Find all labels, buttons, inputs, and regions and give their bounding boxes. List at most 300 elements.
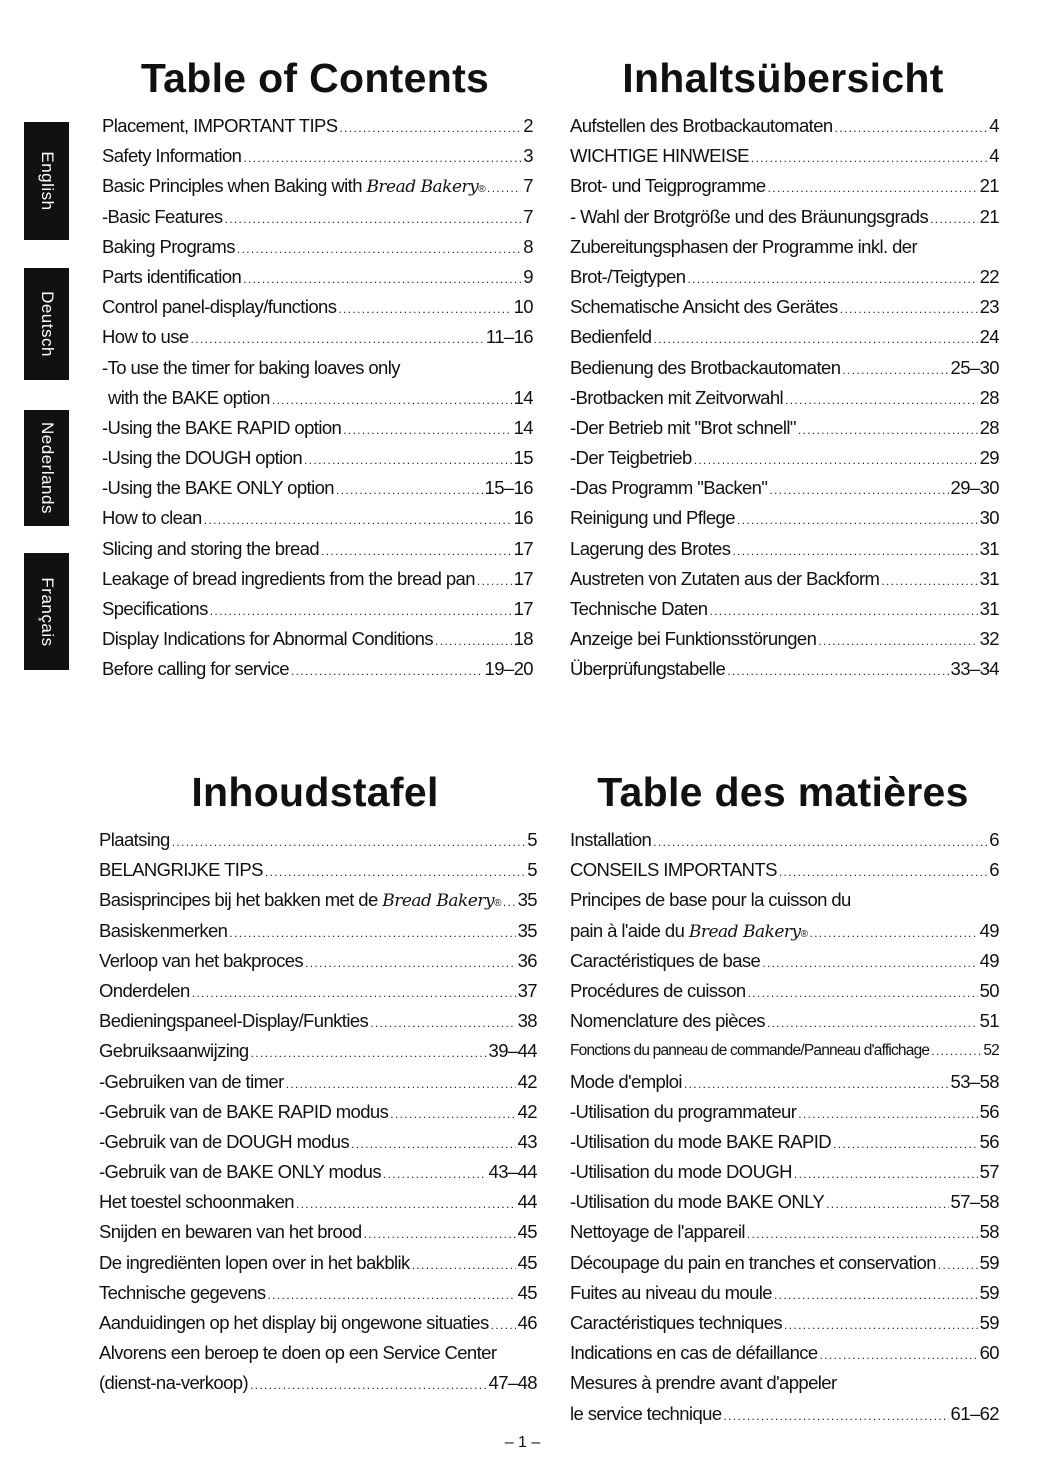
toc-entry-page: 29 <box>979 447 999 469</box>
toc-entry-label <box>99 1248 410 1278</box>
dot-leader <box>192 978 516 1008</box>
dot-leader <box>383 1159 487 1189</box>
toc-entry-page: 59 <box>979 1312 999 1333</box>
toc-entry-page: 22 <box>979 265 999 287</box>
toc-entry[interactable] <box>570 1036 999 1066</box>
toc-entry-text: Safety Information <box>102 145 242 167</box>
dot-leader <box>268 1280 516 1310</box>
toc-entry-label <box>570 503 735 533</box>
dot-leader <box>351 1129 516 1159</box>
toc-entry-text: -Utilisation du programmateur <box>570 1100 797 1122</box>
toc-entry[interactable] <box>570 141 999 171</box>
dot-leader <box>938 1250 978 1280</box>
dot-leader <box>172 827 526 857</box>
toc-entry-label <box>108 383 270 413</box>
toc-entry[interactable] <box>102 322 533 352</box>
toc-entry[interactable] <box>570 503 999 533</box>
toc-entry[interactable] <box>102 594 533 624</box>
toc-entry[interactable] <box>570 1278 999 1308</box>
toc-entry-label <box>570 1187 824 1217</box>
toc-entry-label <box>102 594 208 624</box>
toc-entry-page: 44 <box>517 1191 537 1213</box>
toc-entry-page: 6 <box>989 829 999 850</box>
toc-entry-page: 47–48 <box>488 1372 537 1394</box>
dot-leader <box>762 948 977 978</box>
toc-entry-text: Nomenclature des pièces <box>570 1010 765 1032</box>
language-tab-label: Français <box>37 576 57 647</box>
toc-entry-label <box>570 916 807 950</box>
dot-leader <box>709 596 977 626</box>
toc-entry[interactable] <box>99 1067 537 1097</box>
toc-entry-label <box>570 1308 782 1338</box>
toc-entry-text: Brot- und Teigprogramme <box>570 175 766 197</box>
toc-entry[interactable] <box>99 976 537 1006</box>
toc-entry[interactable] <box>570 413 999 443</box>
toc-entry-text: -Der Betrieb mit "Brot schnell" <box>570 416 796 438</box>
dot-leader <box>737 505 978 535</box>
toc-entry-label <box>102 534 319 564</box>
toc-entry-label <box>570 1067 682 1097</box>
toc-entry[interactable] <box>99 1338 537 1368</box>
toc-entry-text: -Brotbacken mit Zeitvorwahl <box>570 386 784 408</box>
toc-entry-label <box>570 413 796 443</box>
dot-leader <box>210 596 512 626</box>
toc-entry-text: -Using the DOUGH option <box>102 447 303 469</box>
toc-entry-text: Principes de base pour la cuisson du <box>570 889 851 911</box>
toc-entry[interactable] <box>570 292 999 322</box>
toc-entry[interactable] <box>570 1308 999 1338</box>
toc-entry[interactable] <box>99 885 537 915</box>
toc-entry[interactable] <box>570 1157 999 1187</box>
toc-entry-text: Aanduidingen op het display bij ongewone situaties <box>99 1312 489 1333</box>
toc-entry-text: Het toestel schoonmaken <box>99 1191 294 1213</box>
dot-leader <box>477 566 512 596</box>
toc-entry[interactable] <box>570 1248 999 1278</box>
toc-entry-label <box>570 885 851 915</box>
toc-entry[interactable] <box>99 825 537 855</box>
toc-entry-label <box>102 171 485 205</box>
toc-entry[interactable] <box>102 353 533 383</box>
toc-entry[interactable] <box>99 1308 537 1338</box>
toc-entry-text: -Der Teigbetrieb <box>570 447 692 469</box>
toc-entry[interactable] <box>570 825 999 855</box>
toc-entry-page: 7 <box>523 175 533 197</box>
toc-entry-page: 2 <box>523 115 533 136</box>
toc-entry-text: Leakage of bread ingredients from the bread pan <box>102 567 475 589</box>
toc-entry-text: BELANGRIJKE TIPS <box>99 859 263 881</box>
toc-entry-text: Fuites au niveau du moule <box>570 1281 772 1303</box>
toc-entry-label <box>99 1338 496 1368</box>
toc-entry[interactable] <box>570 473 999 503</box>
toc-entry[interactable] <box>102 383 533 413</box>
toc-entry[interactable] <box>102 232 533 262</box>
dot-leader <box>779 857 987 887</box>
toc-entry-page: 31 <box>979 567 999 589</box>
toc-entry-label <box>99 1368 248 1398</box>
toc-entry-label <box>570 1097 796 1127</box>
toc-entry-text: Découpage du pain en tranches et conservation <box>570 1251 936 1273</box>
toc-entry-text: Bedienung des Brotbackautomaten <box>570 356 841 378</box>
toc-entry-text: Technische gegevens <box>99 1281 266 1303</box>
toc-entry-text: Fonctions du panneau de commande/Panneau d'affichage <box>570 1042 930 1060</box>
dot-leader <box>243 264 521 294</box>
dot-leader <box>286 1069 516 1099</box>
dot-leader <box>724 1401 949 1431</box>
toc-entry-label <box>570 443 692 473</box>
toc-entry-page: 37 <box>517 979 537 1001</box>
registered-mark: ® <box>494 898 501 910</box>
toc-entry[interactable] <box>102 443 533 473</box>
toc-entry[interactable] <box>570 443 999 473</box>
toc-entry[interactable] <box>570 202 999 232</box>
toc-entry-page: 45 <box>517 1281 537 1303</box>
toc-entry-page: 4 <box>989 115 999 136</box>
language-tab-francais[interactable] <box>24 553 69 670</box>
dot-leader <box>305 948 516 978</box>
toc-entry[interactable] <box>99 916 537 946</box>
toc-entry-label <box>99 1127 349 1157</box>
toc-entry-label <box>102 111 338 141</box>
toc-entry-page: 60 <box>979 1342 999 1364</box>
toc-entry-label <box>102 262 241 292</box>
toc-entry[interactable] <box>570 1127 999 1157</box>
dot-leader <box>835 113 988 143</box>
toc-entry-page: 28 <box>979 386 999 408</box>
toc-entry[interactable] <box>570 1338 999 1368</box>
toc-entry-text: Control panel-display/functions <box>102 296 337 318</box>
toc-entry-page: 56 <box>979 1130 999 1152</box>
toc-entry-text: Anzeige bei Funktionsstörungen <box>570 628 817 650</box>
dot-leader <box>840 294 978 324</box>
toc-entry-label <box>570 262 685 292</box>
toc-entry-text: Mesures à prendre avant d'appeler <box>570 1372 837 1394</box>
toc-entry-page: 5 <box>527 859 537 881</box>
toc-entry-page: 14 <box>513 416 533 438</box>
toc-entry-page: 30 <box>979 507 999 529</box>
toc-entry-page: 35 <box>517 889 537 911</box>
dot-leader <box>687 264 977 294</box>
toc-entry-text: -Using the BAKE RAPID option <box>102 416 342 438</box>
toc-entry[interactable] <box>102 413 533 443</box>
toc-entry-page: 10 <box>513 296 533 318</box>
toc-entry[interactable] <box>102 111 533 141</box>
toc-entry[interactable] <box>570 353 999 383</box>
toc-entry-page: 43 <box>517 1130 537 1152</box>
toc-entry[interactable] <box>99 1157 537 1187</box>
toc-entry[interactable] <box>570 855 999 885</box>
language-tab-label: Nederlands <box>37 422 57 514</box>
toc-entry-text: Mode d'emploi <box>570 1070 682 1092</box>
toc-entry-label <box>102 654 289 684</box>
toc-entry-text: Reinigung und Pflege <box>570 507 735 529</box>
toc-entry[interactable] <box>99 1248 537 1278</box>
toc-entry-text: -Utilisation du mode BAKE RAPID <box>570 1130 832 1152</box>
toc-entry[interactable] <box>102 202 533 232</box>
toc-entry-page: 36 <box>517 949 537 971</box>
toc-entry-page: 15 <box>513 447 533 469</box>
toc-entry-page: 57–58 <box>950 1191 999 1213</box>
language-tab-deutsch[interactable] <box>24 268 69 380</box>
toc-entry-page: 53–58 <box>950 1070 999 1092</box>
toc-entry-text: with the BAKE option <box>108 386 270 408</box>
toc-entry[interactable] <box>99 1036 537 1066</box>
toc-entry-text: -Gebruik van de BAKE ONLY modus <box>99 1161 381 1183</box>
toc-entry-label <box>99 885 501 919</box>
toc-entry-text: -Gebruik van de DOUGH modus <box>99 1130 350 1152</box>
toc-entry-label <box>570 594 707 624</box>
toc-entry[interactable] <box>99 1217 537 1247</box>
toc-entry[interactable] <box>570 111 999 141</box>
toc-entry[interactable] <box>99 946 537 976</box>
dot-leader <box>769 475 948 505</box>
title-german: Inhaltsübersicht <box>622 55 944 101</box>
toc-entry[interactable] <box>102 624 533 654</box>
toc-entry-page: 25–30 <box>950 356 999 378</box>
toc-entry-label <box>570 202 928 232</box>
brand-logo-text: Bread Bakery <box>366 177 479 198</box>
toc-entry-page: 29–30 <box>950 477 999 499</box>
toc-entry[interactable] <box>570 1368 999 1398</box>
toc-entry-label <box>570 322 651 352</box>
dot-leader <box>229 918 515 948</box>
toc-entry-text: Indications en cas de défaillance <box>570 1342 818 1364</box>
dot-leader <box>243 143 521 173</box>
dot-leader <box>818 626 977 656</box>
toc-entry[interactable] <box>102 171 533 201</box>
toc-entry-label <box>570 1278 772 1308</box>
toc-entry-label <box>99 1278 266 1308</box>
toc-entry-label <box>99 1097 388 1127</box>
toc-entry[interactable] <box>102 654 533 684</box>
toc-entry-text: Zubereitungsphasen der Programme inkl. der <box>570 235 918 257</box>
toc-entry-text: Technische Daten <box>570 598 708 619</box>
toc-entry[interactable] <box>99 1187 537 1217</box>
toc-entry-text: Bedienfeld <box>570 326 652 348</box>
toc-entry-label <box>99 976 190 1006</box>
toc-entry-text: Überprüfungstabelle <box>570 658 726 680</box>
title-english: Table of Contents <box>140 55 490 101</box>
toc-entry-text: -Basic Features <box>102 205 223 227</box>
toc-entry-page: 35 <box>517 919 537 941</box>
toc-entry-label <box>99 1006 368 1036</box>
toc-entry-label <box>570 292 838 322</box>
registered-mark: ® <box>478 184 486 196</box>
toc-entry-text: -Das Programm "Backen" <box>570 477 768 499</box>
dot-leader <box>748 978 978 1008</box>
toc-entry[interactable] <box>102 262 533 292</box>
toc-entry-text: How to use <box>102 326 189 348</box>
toc-entry[interactable] <box>570 976 999 1006</box>
toc-entry[interactable] <box>99 1368 537 1398</box>
dot-leader <box>798 415 978 445</box>
dot-leader <box>503 887 516 917</box>
toc-entry-label <box>570 1399 722 1429</box>
toc-french <box>570 825 999 1429</box>
toc-entry-page: 4 <box>989 145 999 167</box>
toc-entry-label <box>570 1248 936 1278</box>
toc-entry-label <box>99 946 303 976</box>
title-french: Table des matières <box>597 769 969 815</box>
toc-entry[interactable] <box>570 1006 999 1036</box>
dot-leader <box>653 324 977 354</box>
dot-leader <box>785 385 978 415</box>
toc-entry-label <box>570 976 746 1006</box>
toc-entry-page: 8 <box>523 235 533 257</box>
toc-entry-label <box>99 1157 381 1187</box>
toc-entry[interactable] <box>570 946 999 976</box>
toc-entry-label <box>570 825 651 855</box>
toc-entry-page: 6 <box>989 859 999 881</box>
dot-leader <box>250 1370 487 1400</box>
dot-leader <box>809 918 977 948</box>
toc-entry-label <box>102 473 334 503</box>
toc-entry-label <box>99 1067 284 1097</box>
toc-entry-page: 49 <box>979 949 999 971</box>
toc-entry[interactable] <box>570 885 999 915</box>
toc-entry[interactable] <box>102 473 533 503</box>
toc-entry-label <box>102 503 202 533</box>
toc-entry-label <box>570 141 749 171</box>
toc-entry-text: Lagerung des Brotes <box>570 537 731 559</box>
toc-entry-page: 45 <box>517 1251 537 1273</box>
toc-entry-text: - Wahl der Brotgröße und des Bräunungsgrads <box>570 205 929 227</box>
dot-leader <box>296 1189 516 1219</box>
language-tab-label: Deutsch <box>37 291 57 357</box>
toc-entry-page: 5 <box>527 829 537 850</box>
dot-leader <box>684 1069 949 1099</box>
toc-entry-text: Specifications <box>102 598 208 619</box>
dot-leader <box>768 173 978 203</box>
toc-entry[interactable] <box>570 171 999 201</box>
brand-logo-text: Bread Bakery <box>382 891 495 912</box>
toc-entry[interactable] <box>99 1127 537 1157</box>
toc-entry-page: 61–62 <box>950 1402 999 1424</box>
toc-entry[interactable] <box>102 503 533 533</box>
toc-entry-label <box>570 1157 792 1187</box>
toc-entry-text: Gebruiksaanwijzing <box>99 1040 249 1062</box>
toc-entry-text: CONSEILS IMPORTANTS <box>570 859 777 881</box>
toc-entry-page: 21 <box>979 205 999 227</box>
toc-entry-text: Plaatsing <box>99 829 170 850</box>
toc-entry-text: Austreten von Zutaten aus der Backform <box>570 567 880 589</box>
language-tab-nederlands[interactable] <box>24 410 69 526</box>
toc-entry-text: Basic Principles when Baking with <box>102 175 362 197</box>
dot-leader <box>435 626 512 656</box>
dot-leader <box>820 1340 978 1370</box>
toc-entry-label <box>99 855 263 885</box>
toc-entry[interactable] <box>570 564 999 594</box>
toc-entry-page: 18 <box>513 628 533 650</box>
toc-entry-label <box>102 624 433 654</box>
toc-entry[interactable] <box>570 654 999 684</box>
dot-leader <box>694 445 978 475</box>
dot-leader <box>881 566 977 596</box>
toc-entry[interactable] <box>99 855 537 885</box>
toc-entry-page: 28 <box>979 416 999 438</box>
toc-entry-label <box>570 353 840 383</box>
dot-leader <box>321 536 512 566</box>
dot-leader <box>833 1129 978 1159</box>
toc-entry[interactable] <box>570 1067 999 1097</box>
toc-entry[interactable] <box>99 1006 537 1036</box>
toc-entry-label <box>99 1217 362 1247</box>
toc-entry-text: le service technique <box>570 1402 722 1424</box>
toc-entry-text: De ingrediënten lopen over in het bakblik <box>99 1251 410 1273</box>
toc-entry[interactable] <box>570 232 999 262</box>
toc-entry-page: 31 <box>979 537 999 559</box>
toc-entry[interactable] <box>570 594 999 624</box>
toc-entry-page: 17 <box>513 537 533 559</box>
toc-entry[interactable] <box>570 1187 999 1217</box>
toc-entry-text: Placement, IMPORTANT TIPS <box>102 115 338 136</box>
toc-entry[interactable] <box>570 262 999 292</box>
toc-entry[interactable] <box>102 141 533 171</box>
toc-entry[interactable] <box>570 916 999 946</box>
toc-entry[interactable] <box>570 1097 999 1127</box>
dot-leader <box>930 204 977 234</box>
toc-entry-text: Slicing and storing the bread <box>102 537 320 559</box>
toc-entry[interactable] <box>99 1097 537 1127</box>
dot-leader <box>751 143 987 173</box>
toc-entry-page: 24 <box>979 326 999 348</box>
toc-entry-label <box>102 232 235 262</box>
dot-leader <box>237 234 521 264</box>
toc-entry-text: Verloop van het bakproces <box>99 949 304 971</box>
toc-entry-text: Nettoyage de l'appareil <box>570 1221 745 1243</box>
dot-leader <box>204 505 512 535</box>
toc-entry-text: Installation <box>570 829 652 850</box>
toc-entry[interactable] <box>570 534 999 564</box>
title-dutch: Inhoudstafel <box>191 769 439 815</box>
dot-leader <box>727 656 948 686</box>
toc-entry-page: 23 <box>979 296 999 318</box>
toc-entry-text: Brot-/Teigtypen <box>570 265 686 287</box>
toc-entry[interactable] <box>102 292 533 322</box>
toc-entry-text: -Gebruiken van de timer <box>99 1070 284 1092</box>
toc-entry[interactable] <box>102 564 533 594</box>
toc-entry[interactable] <box>570 322 999 352</box>
language-tab-english[interactable] <box>24 122 69 240</box>
toc-entry-text: (dienst-na-verkoop) <box>99 1372 249 1394</box>
dot-leader <box>931 1036 981 1066</box>
dot-leader <box>794 1159 978 1189</box>
toc-entry[interactable] <box>570 624 999 654</box>
page-number: – 1 – <box>504 1434 541 1451</box>
toc-english <box>102 111 533 685</box>
toc-entry-page: 59 <box>979 1251 999 1273</box>
toc-entry[interactable] <box>570 1399 999 1429</box>
toc-entry-text: How to clean <box>102 507 202 529</box>
toc-entry-page: 31 <box>979 598 999 619</box>
toc-entry-page: 59 <box>979 1281 999 1303</box>
toc-entry[interactable] <box>570 1217 999 1247</box>
toc-entry-text: -Using the BAKE ONLY option <box>102 477 334 499</box>
toc-entry-text: Procédures de cuisson <box>570 979 746 1001</box>
toc-dutch <box>99 825 537 1399</box>
toc-entry-label <box>570 171 766 201</box>
toc-entry[interactable] <box>99 1278 537 1308</box>
toc-entry-label <box>102 564 475 594</box>
dot-leader <box>225 204 522 234</box>
toc-entry[interactable] <box>570 383 999 413</box>
dot-leader <box>370 1008 515 1038</box>
toc-entry-page: 19–20 <box>484 658 533 680</box>
toc-entry-page: 42 <box>517 1100 537 1122</box>
dot-leader <box>487 173 521 203</box>
toc-entry-label <box>570 383 783 413</box>
toc-entry[interactable] <box>102 534 533 564</box>
toc-entry-label <box>102 353 400 383</box>
